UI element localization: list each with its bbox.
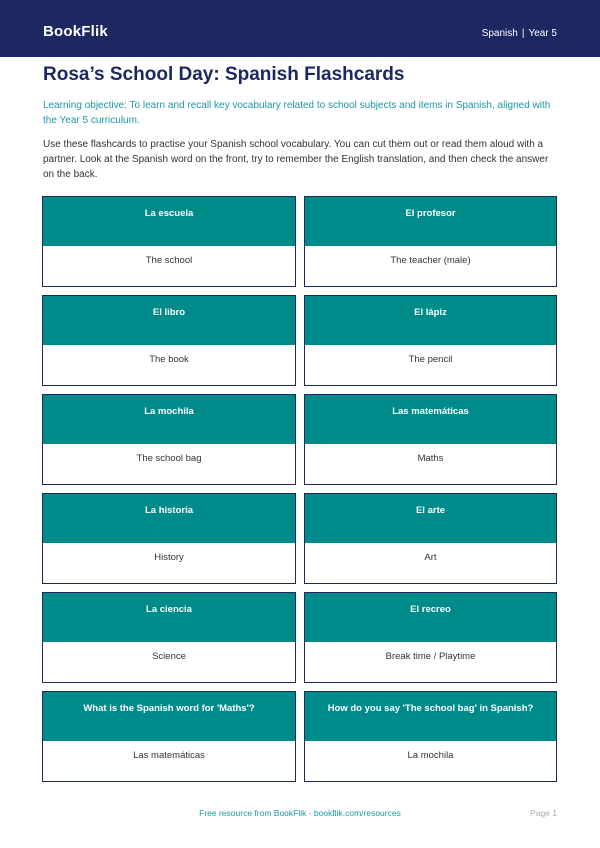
flashcard-back: The teacher (male) [305,246,556,286]
flashcard-front: El recreo [305,593,556,642]
subject-label: Spanish [481,28,518,39]
flashcard-back: Break time / Playtime [305,642,556,682]
flashcard-back: La mochila [305,741,556,781]
flashcard-front: El lápiz [305,296,556,345]
page-title: Rosa’s School Day: Spanish Flashcards [43,64,405,85]
flashcard-back: Science [43,642,295,682]
flashcard [304,394,557,485]
flashcard [42,592,296,683]
flashcard-back: The pencil [305,345,556,385]
flashcard [42,394,296,485]
flashcard-front: La historia [43,494,295,543]
flashcard-back: The book [43,345,295,385]
flashcard-back: The school [43,246,295,286]
flashcard-back: Maths [305,444,556,484]
flashcard-front: How do you say 'The school bag' in Spanish? [305,692,556,741]
flashcard-front: La mochila [43,395,295,444]
flashcard [42,196,296,287]
flashcard-back: Art [305,543,556,583]
flashcard-grid [42,196,557,782]
page-header [0,0,600,57]
intro-text: Use these flashcards to practise your Spanish school vocabulary. You can cut them out or read them aloud with a partner. Look at the Spanish word on the front, try to remember the English translation, and then check the answer on the back. [43,139,549,180]
flashcard [304,691,557,782]
flashcard [42,493,296,584]
flashcard-front: La escuela [43,197,295,246]
brand-logo: BookFlik [43,23,108,40]
flashcard-front: El libro [43,296,295,345]
year-label: Year 5 [528,28,557,39]
footer-resource-link[interactable]: Free resource from BookFlik · bookflik.com/resources [199,808,401,818]
flashcard-front: Las matemáticas [305,395,556,444]
flashcard [42,295,296,386]
flashcard-front: El profesor [305,197,556,246]
flashcard-front: What is the Spanish word for 'Maths'? [43,692,295,741]
flashcard [304,592,557,683]
header-meta [482,28,557,39]
page-number: Page 1 [530,808,557,818]
flashcard-back: History [43,543,295,583]
flashcard [304,295,557,386]
flashcard [42,691,296,782]
flashcard-back: Las matemáticas [43,741,295,781]
flashcard-back: The school bag [43,444,295,484]
learning-objective: Learning objective: To learn and recall key vocabulary related to school subjects and items in Spanish, aligned with the Year 5 curriculum. [43,100,551,126]
flashcard [304,493,557,584]
flashcard-front: La ciencia [43,593,295,642]
flashcard-front: El arte [305,494,556,543]
flashcard [304,196,557,287]
meta-separator: | [521,28,525,39]
